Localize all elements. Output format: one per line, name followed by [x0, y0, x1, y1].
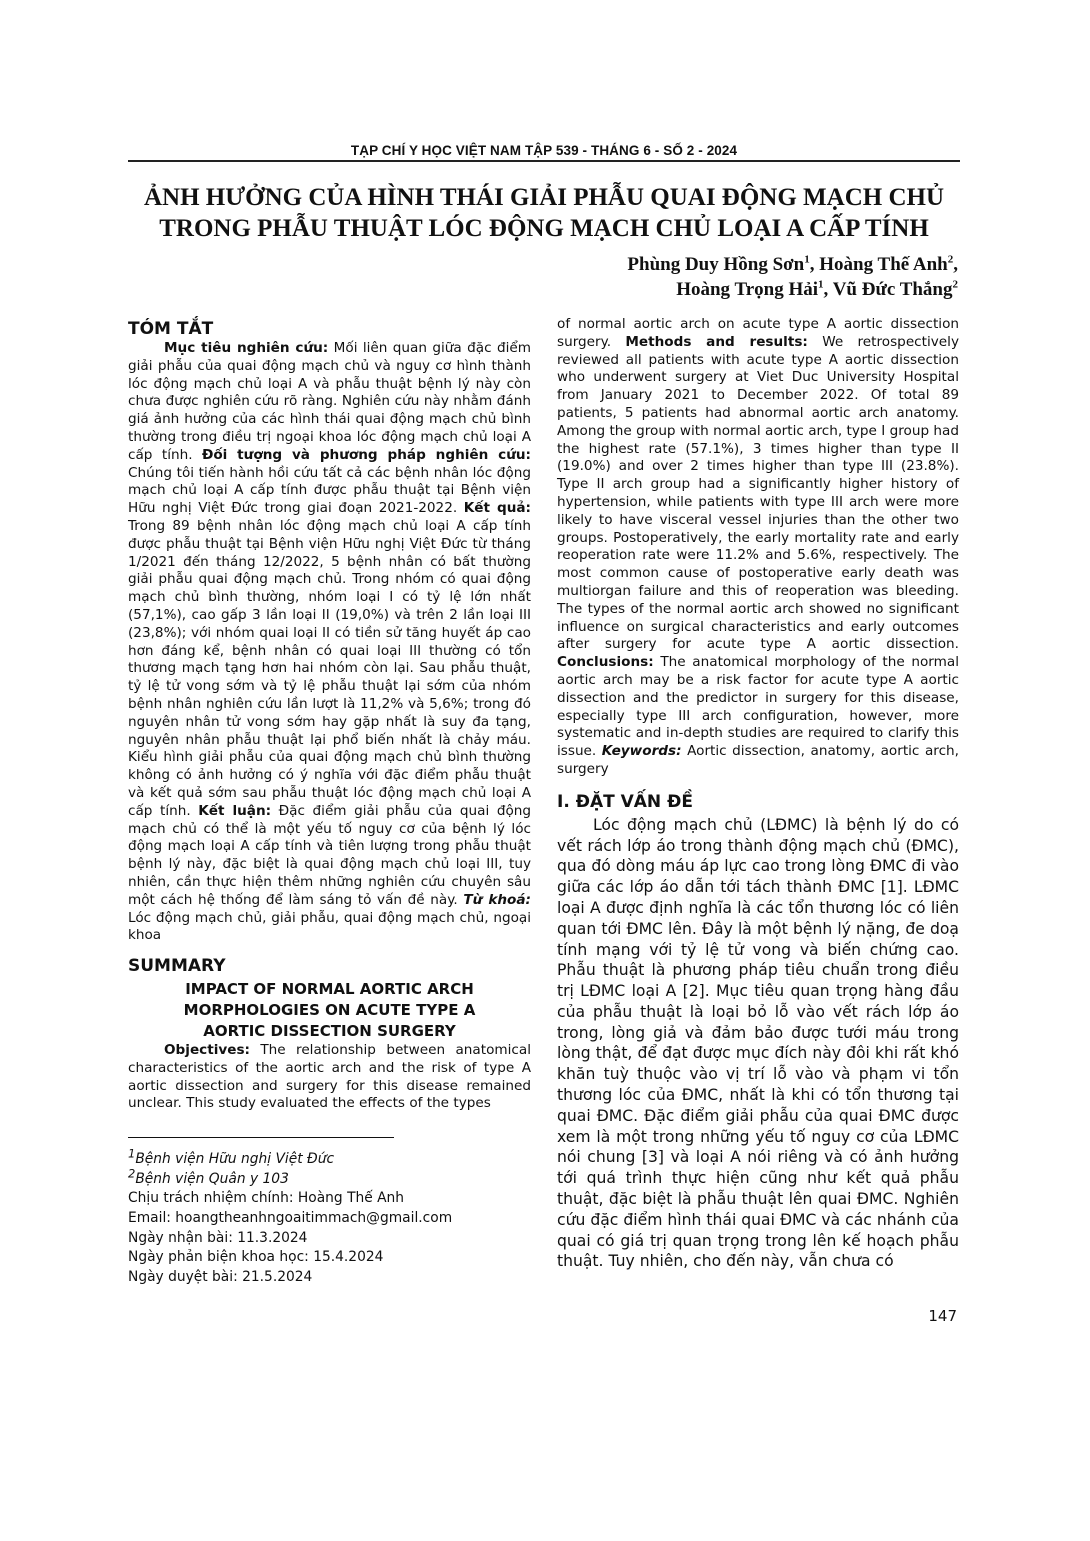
title-line: TRONG PHẪU THUẬT LÓC ĐỘNG MẠCH CHỦ LOẠI A CẤP TÍNH — [159, 215, 929, 242]
summary-title-line: IMPACT OF NORMAL AORTIC ARCH — [185, 980, 474, 999]
left-column — [128, 318, 531, 1287]
footnote-mark: 2 — [128, 1166, 136, 1181]
section-label: Kết quả: — [463, 500, 531, 517]
journal-header: TẠP CHÍ Y HỌC VIỆT NAM TẬP 539 - THÁNG 6 - SỐ 2 - 2024 — [350, 143, 738, 158]
title-line: ẢNH HƯỞNG CỦA HÌNH THÁI GIẢI PHẪU QUAI ĐỘNG MẠCH CHỦ — [143, 184, 945, 211]
right-column — [557, 316, 959, 1326]
affiliation-2: Bệnh viện Quân y 103 — [135, 1170, 289, 1187]
text-run: The relationship between anatomical characteristics of the aortic arch and the risk of type A aortic dissection and surgery for this disease remained unclear. This study evaluated the effects of the types — [128, 1042, 531, 1112]
summary-title-line: MORPHOLOGIES ON ACUTE TYPE A — [183, 1001, 476, 1020]
text-run: The anatomical morphology of the normal aortic arch may be a risk factor for acute type A aortic dissection and the predictor in surgery for this disease, especially type III arch configuration, however, more systematic and in-depth studies are required to clarify this issue. — [557, 654, 959, 760]
abstract-vi-heading: TÓM TẮT — [128, 319, 214, 339]
section-label: Objectives: — [164, 1042, 250, 1059]
text-run: Trong 89 bệnh nhân lóc động mạch chủ loại A cấp tính được phẫu thuật tại Bệnh viện Hữu nghị Việt Đức từ tháng 1/2021 đến tháng 12/2022, 5 bệnh nhân có bất thường giải phẫu quai động mạch chủ. Trong nhóm có quai động mạch chủ bình thường, nhóm loại I có tỷ lệ lớn nhất (57,1%), cao gấp 3 lần loại II (19,0%) và trên 2 lần loại III (23,8%); với nhóm quai loại II có tiền sử tăng huyết áp cao hơn đáng kể, bệnh nhân có quai loại III thường có tổn thương mạch tạng hơn hai nhóm còn lại. Sau phẫu thuật, tỷ lệ tử vong sớm và tỷ lệ phẫu thuật lại sớm của nhóm bệnh nhân nghiên cứu lần lượt là 11,2% và 5,6%; trong đó nguyên nhân tử vong sớm hay gặp nhất là suy đa tạng, nguyên nhân phẫu thuật lại phổ biến nhất là chảy máu. Kiểu hình giải phẫu của quai động mạch chủ bình thường không có ảnh hưởng có ý nghĩa với đặc điểm phẫu thuật và kết quả sớm sau phẫu thuật lóc động mạch chủ loại A cấp tính. — [128, 517, 531, 819]
summary-title — [128, 979, 531, 1042]
text-run: Mối liên quan giữa đặc điểm giải phẫu của quai động mạch chủ và nguy cơ hình thành lóc động mạch chủ loại A và phẫu thuật bệnh lý này còn chưa được nghiên cứu rõ ràng. Nghiên cứu này nhằm đánh giá ảnh hưởng của các hình thái quai động mạch chủ bình thường trong điều trị ngoại khoa lóc động mạch chủ loại A cấp tính. — [128, 340, 531, 463]
author-affiliation: 1 — [804, 253, 810, 266]
footnote-mark: 1 — [128, 1146, 136, 1161]
footnote-rule — [128, 1137, 394, 1138]
footnotes — [128, 1146, 531, 1287]
section-label: Từ khoá: — [463, 891, 531, 908]
summary-text-right — [557, 316, 959, 779]
affiliation-1: Bệnh viện Hữu nghị Việt Đức — [135, 1151, 335, 1168]
introduction-heading: I. ĐẶT VẤN ĐỀ — [557, 791, 693, 812]
section-label: Conclusions: — [557, 654, 654, 671]
page-number: 147 — [928, 1307, 957, 1326]
authors — [627, 252, 958, 302]
section-label: Kết luận: — [198, 802, 272, 819]
author-affiliation: 2 — [952, 278, 958, 291]
author-affiliation: 1 — [818, 278, 824, 291]
text-run: Chúng tôi tiến hành hồi cứu tất cả các bệnh nhân lóc động mạch chủ loại A cấp tính được phẫu thuật tại Bệnh viện Hữu nghị Việt Đức trong giai đoạn 2021-2022. — [128, 464, 531, 517]
section-label: Methods and results: — [625, 333, 808, 350]
author-affiliation: 2 — [947, 253, 954, 266]
article-title — [128, 182, 960, 244]
date-received: Ngày nhận bài: 11.3.2024 — [128, 1229, 308, 1246]
date-accepted: Ngày duyệt bài: 21.5.2024 — [128, 1268, 313, 1285]
author-name: Vũ Đức Thắng — [832, 279, 953, 300]
introduction-text: Lóc động mạch chủ (LĐMC) là bệnh lý do có vết rách lớp áo trong thành động mạch chủ (ĐMC), qua đó dòng máu áp lực cao trong lòng ĐMC đi vào giữa các lớp áo dẫn tới tách thành ĐMC [1]. LĐMC loại A được định nghĩa là các tổn thương lóc có liên quan tới ĐMC lên. Đây là một bệnh lý nặng, đe doạ tính mạng với tỷ lệ tử vong và biến chứng cao. Phẫu thuật là phương pháp tiêu chuẩn trong điều trị LĐMC loại A [2]. Mục tiêu quan trọng hàng đầu của phẫu thuật là loại bỏ lỗ vào vết rách lớp áo trong, lòng giả và đảm bảo được tưới máu trong lòng thật, để đạt được mục đích này đôi khi rất khó khăn tuỳ thuộc vào vị trí lỗ vào và phạm vi tổn thương lóc của ĐMC, nhất là khi có tổn thương tại quai ĐMC. Đặc điểm giải phẫu của quai ĐMC được xem là một trong những yếu tố nguy cơ của LĐMC nói chung [3] và loại A nói riêng và có ảnh hưởng tới quá trình thực hiện cũng như kết quả phẫu thuật, đặc biệt là phẫu thuật lên quai ĐMC. Nghiên cứu đặc điểm hình thái quai ĐMC và các nhánh của quai có giá trị quan trọng trong lên kế hoạch phẫu thuật. Tuy nhiên, cho đến này, vẫn chưa có — [557, 815, 959, 1271]
summary-heading: SUMMARY — [128, 956, 226, 977]
corresponding-author: Chịu trách nhiệm chính: Hoàng Thế Anh — [128, 1190, 405, 1207]
section-label: Mục tiêu nghiên cứu: — [164, 340, 329, 356]
separator: , — [953, 254, 958, 275]
summary-text-left — [128, 1042, 531, 1113]
author-name: Phùng Duy Hồng Sơn — [627, 254, 805, 275]
separator: , — [809, 254, 820, 275]
separator: , — [823, 279, 833, 300]
author-name: Hoàng Thế Anh — [819, 254, 948, 275]
author-name: Hoàng Trọng Hải — [676, 279, 819, 300]
abstract-vi-text — [128, 340, 531, 945]
text-run: of normal aortic arch on acute type A aortic dissection surgery. — [557, 316, 959, 350]
header-rule — [128, 160, 960, 162]
text-run: Lóc động mạch chủ, giải phẫu, quai động mạch chủ, ngoại khoa — [128, 909, 531, 944]
section-label: Keywords: — [601, 743, 682, 760]
date-reviewed: Ngày phản biện khoa học: 15.4.2024 — [128, 1249, 384, 1266]
summary-title-line: AORTIC DISSECTION SURGERY — [203, 1022, 456, 1041]
section-label: Đối tượng và phương pháp nghiên cứu: — [201, 446, 531, 463]
text-run: Aortic dissection, anatomy, aortic arch, surgery — [557, 743, 959, 777]
email: Email: hoangtheanhngoaitimmach@gmail.com — [128, 1210, 453, 1227]
text-run: Đặc điểm giải phẫu của quai động mạch chủ có thể là một yếu tố nguy cơ của bệnh lý lóc động mạch loại A cấp tính và tiên lượng trong phẫu thuật bệnh lý này, đặc biệt là quai động mạch chủ loại III, tuy nhiên, cần thực hiện thêm những nghiên cứu chuyên sâu một cách hệ thống để làm sáng tỏ vấn đề này. — [128, 802, 532, 908]
text-run: We retrospectively reviewed all patients with acute type A aortic dissection who underwent surgery at Viet Duc University Hospital from January 2021 to December 2022. Of total 89 patients, 5 patients had abnormal aortic arch anatomy. Among the group with normal aortic arch, type I group had the highest rate (57.1%), 3 times higher than type II (19.0%) and over 2 times higher than type III (23.8%). Type II arch group had a significantly higher history of hypertension, while patients with type III arch were more likely to have visceral vessel injuries than the other two groups. Postoperatively, the early mortality rate and early reoperation rate were 11.2% and 5.6%, respectively. The most common cause of postoperative early death was multiorgan failure and this of reoperation was bleeding. The types of the normal aortic arch showed no significant influence on surgical characteristics and early outcomes after surgery for acute type A aortic dissection. — [557, 333, 959, 653]
